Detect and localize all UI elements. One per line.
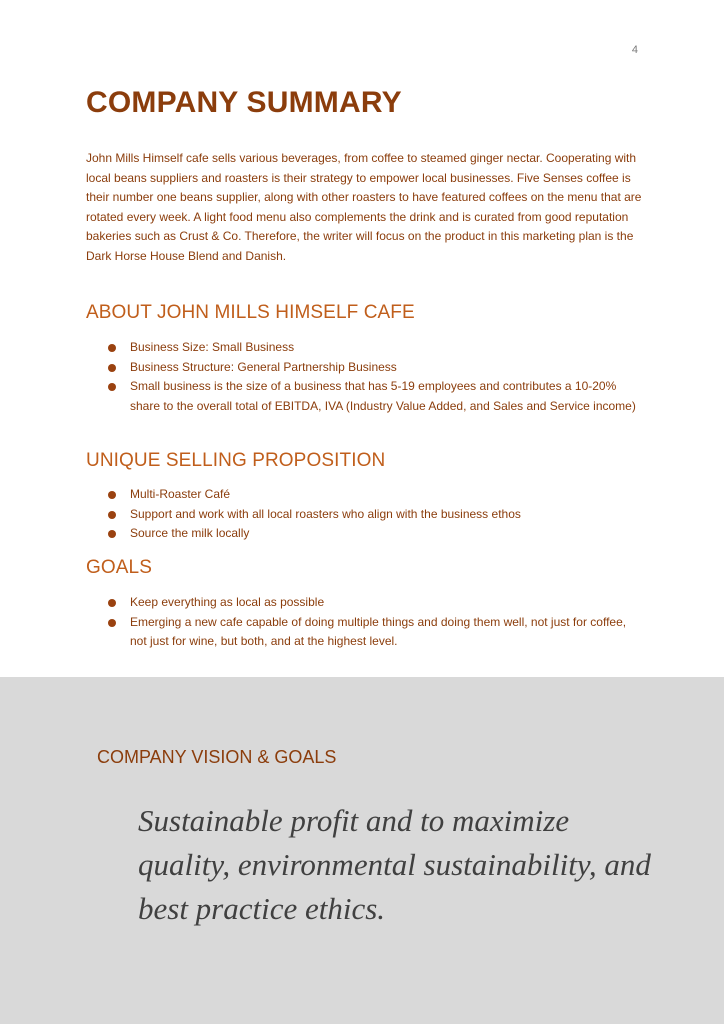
bullet-icon <box>108 364 116 372</box>
list-item <box>106 524 646 544</box>
bullet-icon <box>108 619 116 627</box>
list-item-text: Multi-Roaster Café <box>130 487 231 501</box>
vision-quote: Sustainable profit and to maximize quality, environmental sustainability, and best practice ethics. <box>138 803 651 926</box>
vision-section <box>0 677 724 1024</box>
bullet-icon <box>108 491 116 499</box>
list-item <box>106 358 646 378</box>
list-item-text: Emerging a new cafe capable of doing multiple things and doing them well, not just for coffee, not just for wine, but both, and at the highest level. <box>130 614 627 649</box>
bullet-icon <box>108 383 116 391</box>
about-heading: ABOUT JOHN MILLS HIMSELF CAFE <box>86 302 415 323</box>
bullet-icon <box>108 530 116 538</box>
bullet-icon <box>108 344 116 352</box>
list-item-text: Support and work with all local roasters who align with the business ethos <box>130 506 521 521</box>
list-item <box>106 485 646 505</box>
list-item-text: Source the milk locally <box>130 526 250 541</box>
list-item-text: Small business is the size of a business that has 5-19 employees and contributes a 10-20% share to the overall total of EBITDA, IVA (Industry Value Added, and Sales and Service income) <box>130 379 636 413</box>
list-item <box>106 377 646 416</box>
intro-paragraph: John Mills Himself cafe sells various beverages, from coffee to steamed ginger nectar. Cooperating with local beans suppliers and roasters is their strategy to empower local businesses. Five Senses coffee is their number one beans supplier, along with other roasters to have featured coffees on the menu that are rotated every week. A light food menu also complements the drink and is curated from good reputation bakeries such as Crust & Co. Therefore, the writer will focus on the product in this marketing plan is the Dark Horse House Blend and Danish. <box>86 151 642 263</box>
list-item <box>106 505 646 525</box>
bullet-icon <box>108 599 116 607</box>
usp-list <box>106 485 646 544</box>
page-title: COMPANY SUMMARY <box>86 86 402 119</box>
list-item <box>106 613 646 652</box>
usp-heading: UNIQUE SELLING PROPOSITION <box>86 450 386 471</box>
bullet-icon <box>108 511 116 519</box>
about-list <box>106 338 646 416</box>
goals-heading: GOALS <box>86 557 152 578</box>
page-number: 4 <box>631 44 638 56</box>
vision-heading: COMPANY VISION & GOALS <box>97 747 337 767</box>
list-item-text: Keep everything as local as possible <box>130 595 325 609</box>
list-item-text: Business Structure: General Partnership Business <box>130 359 397 374</box>
list-item <box>106 338 646 358</box>
list-item <box>106 593 646 613</box>
list-item-text: Business Size: Small Business <box>130 340 295 354</box>
goals-list <box>106 593 646 652</box>
